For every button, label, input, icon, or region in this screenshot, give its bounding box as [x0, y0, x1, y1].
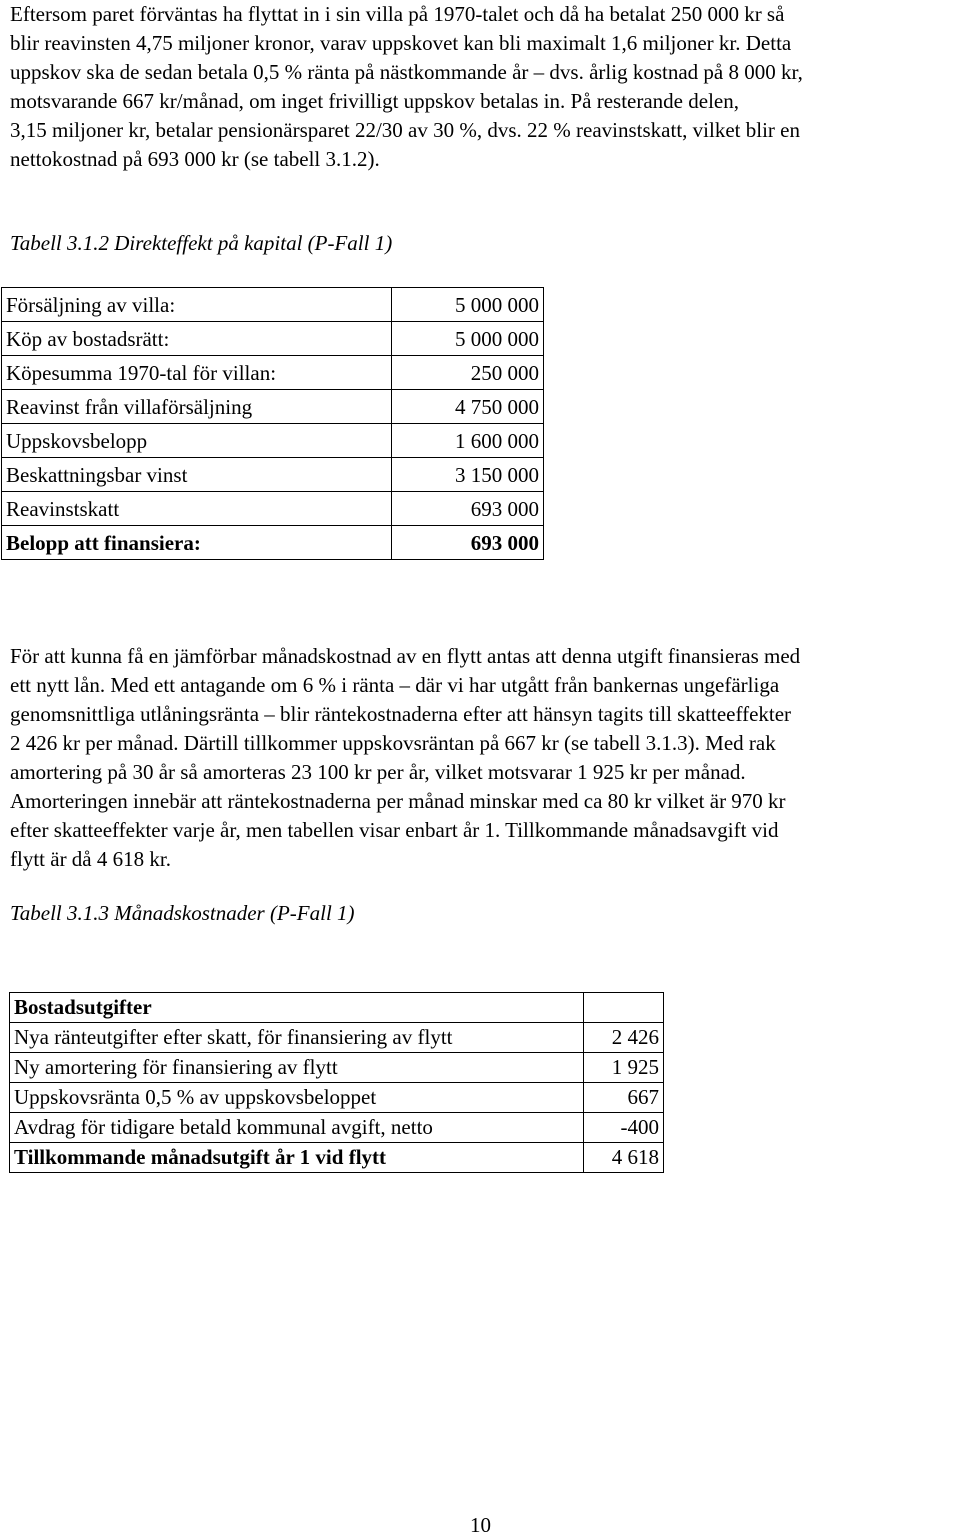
row-value: -400 — [584, 1113, 664, 1143]
paragraph-line: efter skatteeffekter varje år, men tabellen visar enbart år 1. Tillkommande månadsavgift vid — [10, 818, 779, 842]
row-label: Köp av bostadsrätt: — [2, 322, 392, 356]
row-value: 5 000 000 — [392, 288, 544, 322]
table-row — [2, 424, 544, 458]
table-row — [2, 322, 544, 356]
table-monthly-costs — [9, 992, 664, 1173]
page-number: 10 — [470, 1513, 491, 1537]
row-value: 3 150 000 — [392, 458, 544, 492]
row-label: Reavinst från villaförsäljning — [2, 390, 392, 424]
row-label: Uppskovsränta 0,5 % av uppskovsbeloppet — [10, 1083, 584, 1113]
table-capital-effect — [1, 287, 544, 560]
paragraph-line: amortering på 30 år så amorteras 23 100 kr per år, vilket motsvarar 1 925 kr per månad. — [10, 760, 746, 784]
total-value: 4 618 — [584, 1143, 664, 1173]
paragraph-line: För att kunna få en jämförbar månadskostnad av en flytt antas att denna utgift finansieras med — [10, 644, 801, 668]
paragraph-line: blir reavinsten 4,75 miljoner kronor, varav uppskovet kan bli maximalt 1,6 miljoner kr. Detta — [10, 31, 792, 55]
row-value: 5 000 000 — [392, 322, 544, 356]
table-header-row — [10, 993, 664, 1023]
row-label: Köpesumma 1970-tal för villan: — [2, 356, 392, 390]
row-value: 1 925 — [584, 1053, 664, 1083]
row-label: Avdrag för tidigare betald kommunal avgift, netto — [10, 1113, 584, 1143]
table-row — [10, 1053, 664, 1083]
paragraph-line: 3,15 miljoner kr, betalar pensionärsparet 22/30 av 30 %, dvs. 22 % reavinstskatt, vilket blir en — [10, 118, 800, 142]
row-label: Beskattningsbar vinst — [2, 458, 392, 492]
table-total-row — [2, 526, 544, 560]
row-value: 2 426 — [584, 1023, 664, 1053]
row-label: Nya ränteutgifter efter skatt, för finansiering av flytt — [10, 1023, 584, 1053]
table-caption-monthly: Tabell 3.1.3 Månadskostnader (P-Fall 1) — [10, 901, 355, 925]
row-value: 250 000 — [392, 356, 544, 390]
paragraph-line: Eftersom paret förväntas ha flyttat in i sin villa på 1970-talet och då ha betalat 250 000 kr så — [10, 2, 785, 26]
row-value: 693 000 — [392, 492, 544, 526]
table-row — [2, 356, 544, 390]
paragraph-line: 2 426 kr per månad. Därtill tillkommer uppskovsräntan på 667 kr (se tabell 3.1.3). Med rak — [10, 731, 776, 755]
table-row — [2, 492, 544, 526]
table-row — [10, 1083, 664, 1113]
paragraph-financing — [10, 642, 956, 874]
table-row — [2, 390, 544, 424]
paragraph-line: motsvarande 667 kr/månad, om inget frivilligt uppskov betalas in. På resterande delen, — [10, 89, 739, 113]
paragraph-line: nettokostnad på 693 000 kr (se tabell 3.1.2). — [10, 147, 380, 171]
table-header: Bostadsutgifter — [10, 993, 584, 1023]
table-caption-capital: Tabell 3.1.2 Direkteffekt på kapital (P-Fall 1) — [10, 231, 393, 255]
total-label: Tillkommande månadsutgift år 1 vid flytt — [10, 1143, 584, 1173]
table-row — [10, 1023, 664, 1053]
row-label: Uppskovsbelopp — [2, 424, 392, 458]
table-row — [10, 1113, 664, 1143]
total-label: Belopp att finansiera: — [2, 526, 392, 560]
paragraph-line: Amorteringen innebär att räntekostnaderna per månad minskar med ca 80 kr vilket är 970 kr — [10, 789, 786, 813]
table-row — [2, 288, 544, 322]
row-label: Försäljning av villa: — [2, 288, 392, 322]
paragraph-line: genomsnittliga utlåningsränta – blir räntekostnaderna efter att hänsyn tagits till skatteeffekter — [10, 702, 792, 726]
paragraph-line: uppskov ska de sedan betala 0,5 % ränta på nästkommande år – dvs. årlig kostnad på 8 000 kr, — [10, 60, 803, 84]
row-label: Reavinstskatt — [2, 492, 392, 526]
table-row — [2, 458, 544, 492]
paragraph-line: flytt är då 4 618 kr. — [10, 847, 171, 871]
table-total-row — [10, 1143, 664, 1173]
row-value: 667 — [584, 1083, 664, 1113]
row-value: 1 600 000 — [392, 424, 544, 458]
paragraph-intro — [10, 0, 956, 174]
paragraph-line: ett nytt lån. Med ett antagande om 6 % i ränta – där vi har utgått från bankernas ungefärliga — [10, 673, 780, 697]
table-header-empty — [584, 993, 664, 1023]
row-label: Ny amortering för finansiering av flytt — [10, 1053, 584, 1083]
total-value: 693 000 — [392, 526, 544, 560]
row-value: 4 750 000 — [392, 390, 544, 424]
